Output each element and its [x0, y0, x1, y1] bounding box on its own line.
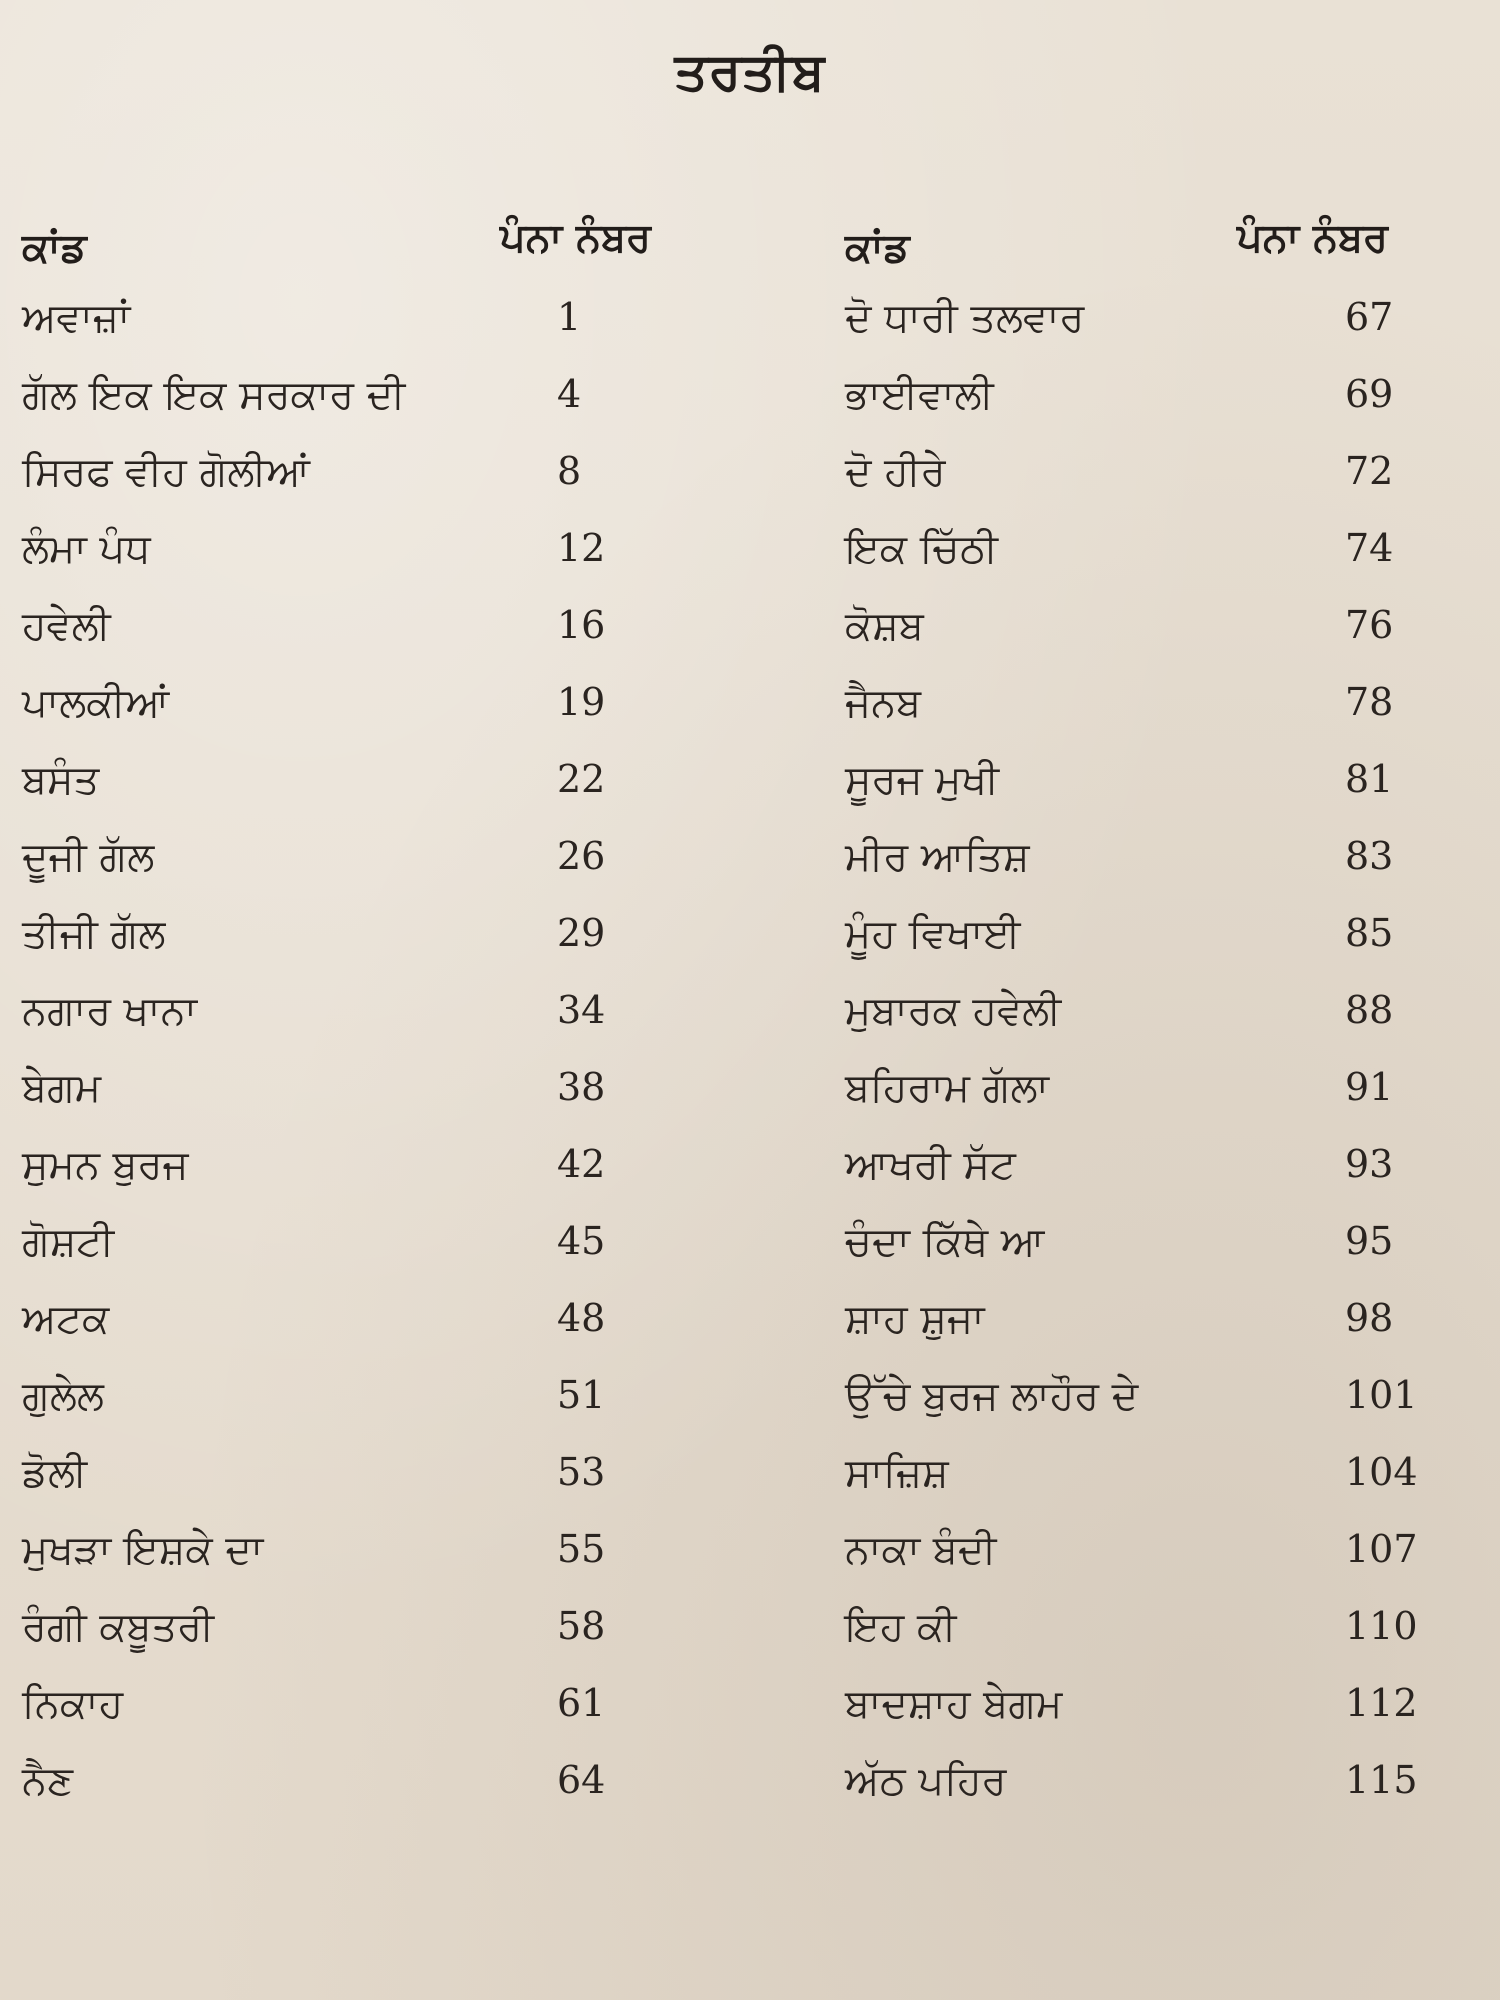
page-number: 76	[1345, 603, 1394, 647]
toc-entry	[845, 1065, 1485, 1142]
page-number: 95	[1345, 1219, 1394, 1263]
chapter-title: ਸੂਰਜ ਮੁਖੀ	[845, 757, 999, 803]
page-number: 26	[557, 834, 606, 878]
chapter-title: ਹਵੇਲੀ	[22, 603, 111, 649]
chapter-title: ਚੰਦਾ ਕਿੱਥੇ ਆ	[845, 1219, 1045, 1265]
page-number: 85	[1345, 911, 1394, 955]
toc-entry	[22, 1219, 722, 1296]
page-number: 61	[557, 1681, 606, 1725]
page-number: 83	[1345, 834, 1394, 878]
toc-entry	[22, 988, 722, 1065]
toc-entry	[845, 1142, 1485, 1219]
toc-entry	[845, 1450, 1485, 1527]
chapter-header: ਕਾਂਡ	[845, 225, 910, 271]
column-header	[22, 215, 722, 285]
page-number: 22	[557, 757, 606, 801]
page-number: 16	[557, 603, 606, 647]
toc-entry	[845, 295, 1485, 372]
chapter-title: ਗੁਲੇਲ	[22, 1373, 104, 1419]
chapter-title: ਸੁਮਨ ਬੁਰਜ	[22, 1142, 189, 1188]
chapter-title: ਸਾਜ਼ਿਸ਼	[845, 1450, 949, 1496]
toc-entry	[22, 295, 722, 372]
page-number: 81	[1345, 757, 1394, 801]
chapter-title: ਸਿਰਫ ਵੀਹ ਗੋਲੀਆਂ	[22, 449, 311, 495]
page-number: 72	[1345, 449, 1394, 493]
chapter-title: ਕੋਸ਼ਬ	[845, 603, 924, 649]
chapter-title: ਦੋ ਧਾਰੀ ਤਲਵਾਰ	[845, 295, 1085, 341]
chapter-title: ਨਿਕਾਹ	[22, 1681, 124, 1727]
toc-entry	[845, 603, 1485, 680]
chapter-title: ਮੁਖੜਾ ਇਸ਼ਕੇ ਦਾ	[22, 1527, 264, 1573]
page-number: 88	[1345, 988, 1394, 1032]
page-number: 78	[1345, 680, 1394, 724]
page-number: 91	[1345, 1065, 1394, 1109]
page-number: 115	[1345, 1758, 1418, 1802]
page-number: 19	[557, 680, 606, 724]
toc-entry	[22, 1604, 722, 1681]
chapter-title: ਡੋਲੀ	[22, 1450, 88, 1496]
page-number: 107	[1345, 1527, 1418, 1571]
column-header	[845, 215, 1485, 285]
chapter-title: ਇਹ ਕੀ	[845, 1604, 957, 1650]
chapter-title: ਗੱਲ ਇਕ ਇਕ ਸਰਕਾਰ ਦੀ	[22, 372, 406, 418]
chapter-title: ਨੈਣ	[22, 1758, 74, 1804]
chapter-title: ਪਾਲਕੀਆਂ	[22, 680, 170, 726]
chapter-title: ਬੇਗਮ	[22, 1065, 102, 1111]
chapter-title: ਅਵਾਜ਼ਾਂ	[22, 295, 131, 341]
page-number: 64	[557, 1758, 606, 1802]
toc-entry	[22, 1373, 722, 1450]
chapter-title: ਸ਼ਾਹ ਸ਼ੁਜਾ	[845, 1296, 985, 1342]
toc-entry	[22, 1065, 722, 1142]
chapter-title: ਬਾਦਸ਼ਾਹ ਬੇਗਮ	[845, 1681, 1063, 1727]
toc-entry	[845, 1373, 1485, 1450]
page-number: 34	[557, 988, 606, 1032]
page-number: 101	[1345, 1373, 1418, 1417]
toc-entry	[22, 1527, 722, 1604]
page-number: 4	[557, 372, 582, 416]
toc-entry	[22, 372, 722, 449]
toc-entry	[845, 1681, 1485, 1758]
toc-entry	[22, 1142, 722, 1219]
chapter-title: ਤੀਜੀ ਗੱਲ	[22, 911, 166, 957]
toc-entry	[22, 526, 722, 603]
page-number: 29	[557, 911, 606, 955]
chapter-title: ਆਖਰੀ ਸੱਟ	[845, 1142, 1016, 1188]
toc-entry	[22, 834, 722, 911]
toc-entry	[845, 988, 1485, 1065]
chapter-title: ਨਾਕਾ ਬੰਦੀ	[845, 1527, 997, 1573]
toc-column-left	[22, 215, 722, 1835]
page-number: 112	[1345, 1681, 1418, 1725]
toc-entry	[845, 680, 1485, 757]
page-number: 38	[557, 1065, 606, 1109]
page-number: 67	[1345, 295, 1394, 339]
toc-entry	[845, 526, 1485, 603]
page-number: 93	[1345, 1142, 1394, 1186]
page-number: 53	[557, 1450, 606, 1494]
toc-entry	[22, 757, 722, 834]
chapter-title: ਅਟਕ	[22, 1296, 110, 1342]
chapter-title: ਇਕ ਚਿੱਠੀ	[845, 526, 998, 572]
page-number: 69	[1345, 372, 1394, 416]
chapter-header: ਕਾਂਡ	[22, 225, 87, 271]
toc-column-right	[845, 215, 1485, 1835]
chapter-title: ਰੰਗੀ ਕਬੂਤਰੀ	[22, 1604, 215, 1650]
toc-entry	[845, 757, 1485, 834]
toc-entry	[22, 449, 722, 526]
chapter-title: ਦੂਜੀ ਗੱਲ	[22, 834, 155, 880]
chapter-title: ਜੈਨਬ	[845, 680, 922, 726]
toc-entry	[845, 1527, 1485, 1604]
toc-entry	[22, 680, 722, 757]
chapter-title: ਉੱਚੇ ਬੁਰਜ ਲਾਹੌਰ ਦੇ	[845, 1373, 1139, 1419]
page-number: 55	[557, 1527, 606, 1571]
chapter-title: ਗੋਸ਼ਟੀ	[22, 1219, 115, 1265]
chapter-title: ਮੂੰਹ ਵਿਖਾਈ	[845, 911, 1021, 957]
toc-entry	[845, 1296, 1485, 1373]
toc-entry	[845, 1604, 1485, 1681]
chapter-title: ਮੁਬਾਰਕ ਹਵੇਲੀ	[845, 988, 1062, 1034]
chapter-title: ਬਹਿਰਾਮ ਗੱਲਾ	[845, 1065, 1049, 1111]
page-number: 1	[557, 295, 582, 339]
chapter-title: ਬਸੰਤ	[22, 757, 100, 803]
page-title: ਤਰਤੀਬ	[674, 42, 826, 102]
page-number: 8	[557, 449, 582, 493]
toc-entry	[845, 372, 1485, 449]
toc-entry	[22, 1681, 722, 1758]
page-number: 98	[1345, 1296, 1394, 1340]
toc-entry	[22, 1758, 722, 1835]
chapter-title: ਲੰਮਾ ਪੰਧ	[22, 526, 151, 572]
toc-entry	[22, 911, 722, 988]
toc-entry	[845, 834, 1485, 911]
toc-entry	[845, 449, 1485, 526]
toc-entry	[845, 911, 1485, 988]
page-number: 74	[1345, 526, 1394, 570]
page-number: 110	[1345, 1604, 1418, 1648]
chapter-title: ਦੋ ਹੀਰੇ	[845, 449, 946, 495]
page-number: 12	[557, 526, 606, 570]
toc-entry	[22, 1450, 722, 1527]
toc-rows	[22, 295, 722, 1835]
toc-rows	[845, 295, 1485, 1835]
page-number: 48	[557, 1296, 606, 1340]
page-number: 104	[1345, 1450, 1418, 1494]
chapter-title: ਮੀਰ ਆਤਿਸ਼	[845, 834, 1030, 880]
toc-entry	[845, 1758, 1485, 1835]
toc-entry	[22, 1296, 722, 1373]
page-number: 42	[557, 1142, 606, 1186]
page-number: 45	[557, 1219, 606, 1263]
page-number: 58	[557, 1604, 606, 1648]
toc-entry	[22, 603, 722, 680]
chapter-title: ਨਗਾਰ ਖਾਨਾ	[22, 988, 198, 1034]
page-number: 51	[557, 1373, 606, 1417]
toc-entry	[845, 1219, 1485, 1296]
page-number-header: ਪੰਨਾ ਨੰਬਰ	[500, 215, 651, 261]
chapter-title: ਭਾਈਵਾਲੀ	[845, 372, 994, 418]
chapter-title: ਅੱਠ ਪਹਿਰ	[845, 1758, 1007, 1804]
page-number-header: ਪੰਨਾ ਨੰਬਰ	[1237, 215, 1388, 261]
